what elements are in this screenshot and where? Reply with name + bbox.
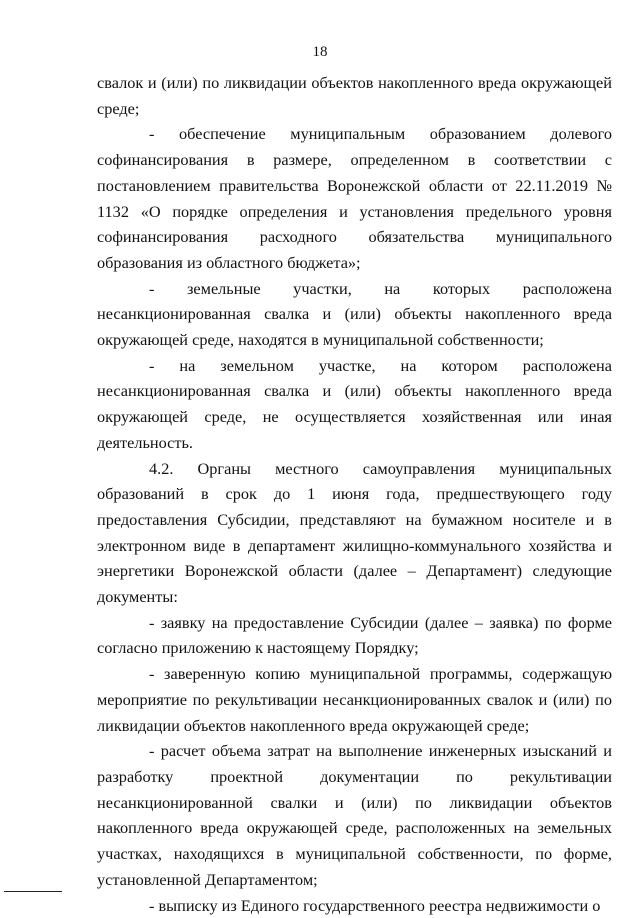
paragraph-program-copy: - заверенную копию муниципальной программы, содержащую мероприятие по рекультивации несанкционированных свалок и (или) по ликвидации объектов накопленного вреда окружающей среде;	[97, 661, 612, 738]
footnote-divider	[4, 891, 62, 892]
paragraph-section-4-2: 4.2. Органы местного самоуправления муниципальных образований в срок до 1 июня года, предшествующего году предоставления Субсидии, представляют на бумажном носителе и в электронном виде в департамент жилищно-коммунального хозяйства и энергетики Воронежской области (далее – Департамент) следующие документы:	[97, 456, 612, 610]
paragraph-no-activity: - на земельном участке, на котором расположена несанкционированная свалка и (или) объекты накопленного вреда окружающей среде, не осуществляется хозяйственная или иная деятельность.	[97, 353, 612, 456]
paragraph-cost-calculation: - расчет объема затрат на выполнение инженерных изысканий и разработку проектной документации по рекультивации несанкционированной свалки и (или) по ликвидации объектов накопленного вреда окружающей среде, расположенных на земельных участках, находящихся в муниципальной собственности, по форме, установленной Департаментом;	[97, 738, 612, 892]
page-number: 18	[0, 44, 640, 61]
paragraph-registry-extract: - выписку из Единого государственного реестра недвижимости о	[97, 893, 612, 918]
paragraph-continuation: свалок и (или) по ликвидации объектов накопленного вреда окружающей среде;	[97, 70, 612, 121]
paragraph-cofinancing: - обеспечение муниципальным образованием долевого софинансирования в размере, определенном в соответствии с постановлением правительства Воронежской области от 22.11.2019 № 1132 «О порядке определения и установления предельного уровня софинансирования расходного обязательства муниципального образования из областного бюджета»;	[97, 121, 612, 275]
document-body	[97, 70, 612, 918]
paragraph-land-ownership: - земельные участки, на которых расположена несанкционированная свалка и (или) объекты накопленного вреда окружающей среде, находятся в муниципальной собственности;	[97, 276, 612, 353]
paragraph-application: - заявку на предоставление Субсидии (далее – заявка) по форме согласно приложению к настоящему Порядку;	[97, 610, 612, 661]
